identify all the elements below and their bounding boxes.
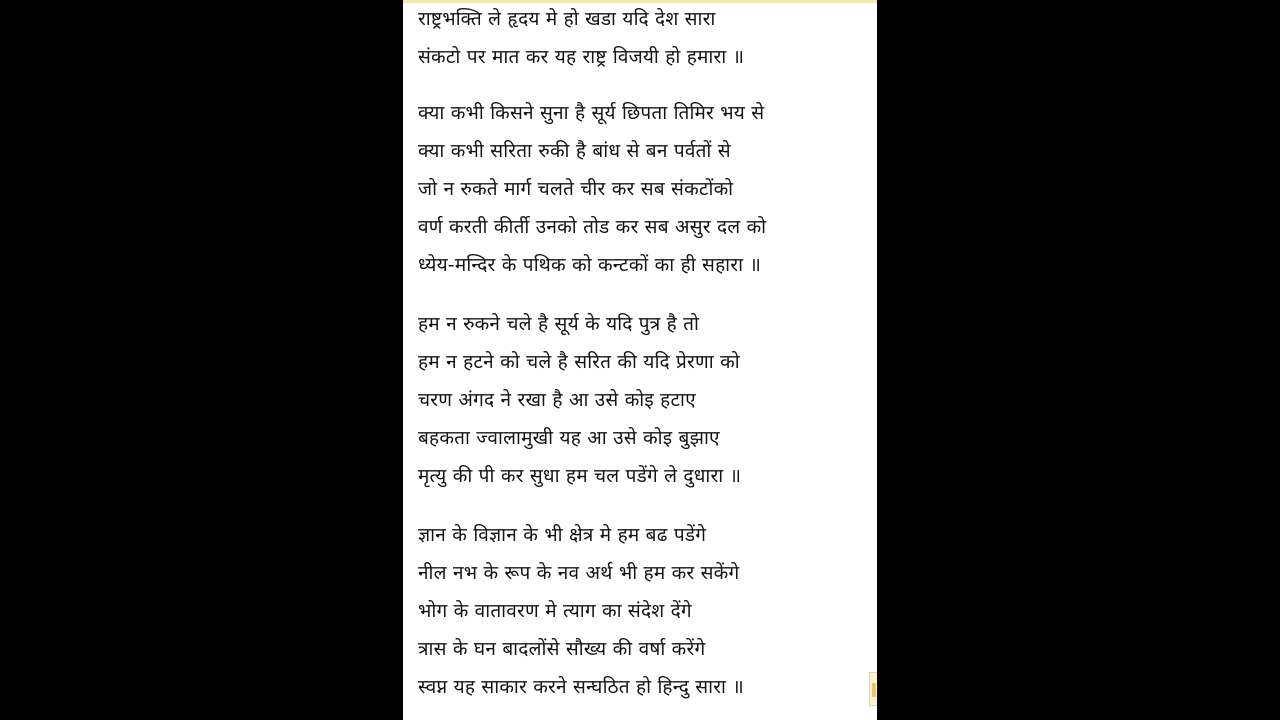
poem-line: मृत्यु की पी कर सुधा हम चल पडेंगे ले दुधारा ॥	[418, 465, 742, 487]
poem-line: त्रास के घन बादलोंसे सौख्य की वर्षा करेंगे	[418, 638, 706, 660]
poem-line: राष्ट्रभक्ति ले हृदय मे हो खडा यदि देश सारा	[418, 8, 716, 30]
poem-line: नील नभ के रूप के नव अर्थ भी हम कर सकेंगे	[418, 562, 740, 584]
stanza-3	[418, 305, 741, 495]
scroll-handle[interactable]	[869, 672, 877, 706]
poem-line: बहकता ज्वालामुखी यह आ उसे कोइ बुझाए	[418, 427, 720, 449]
poem-line: हम न रुकने चले है सूर्य के यदि पुत्र है तो	[418, 313, 700, 335]
poem-line: जो न रुकते मार्ग चलते चीर कर सब संकटोंको	[418, 178, 734, 200]
poem-line: चरण अंगद ने रखा है आ उसे कोइ हटाए	[418, 389, 696, 411]
poem-line: भोग के वातावरण मे त्याग का संदेश देंगे	[418, 600, 692, 622]
poem-line: स्वप्न यह साकार करने सन्घठित हो हिन्दु सारा ॥	[418, 676, 744, 698]
stanza-2	[418, 94, 766, 284]
poem-line: हम न हटने को चले है सरित की यदि प्रेरणा को	[418, 351, 740, 373]
poem-line: क्या कभी किसने सुना है सूर्य छिपता तिमिर भय से	[418, 102, 765, 124]
stanza-4	[418, 516, 744, 706]
document-page	[403, 0, 877, 720]
poem-line: ज्ञान के विज्ञान के भी क्षेत्र मे हम बढ पडेंगे	[418, 524, 707, 546]
poem-line: क्या कभी सरिता रुकी है बांध से बन पर्वतों से	[418, 140, 731, 162]
poem-line: ध्येय-मन्दिर के पथिक को कन्टकों का ही सहारा ॥	[418, 254, 762, 276]
poem-line: वर्ण करती कीर्ती उनको तोड कर सब असुर दल को	[418, 216, 767, 238]
poem-line: संकटो पर मात कर यह राष्ट्र विजयी हो हमारा ॥	[418, 46, 745, 68]
stanza-1	[418, 0, 744, 76]
